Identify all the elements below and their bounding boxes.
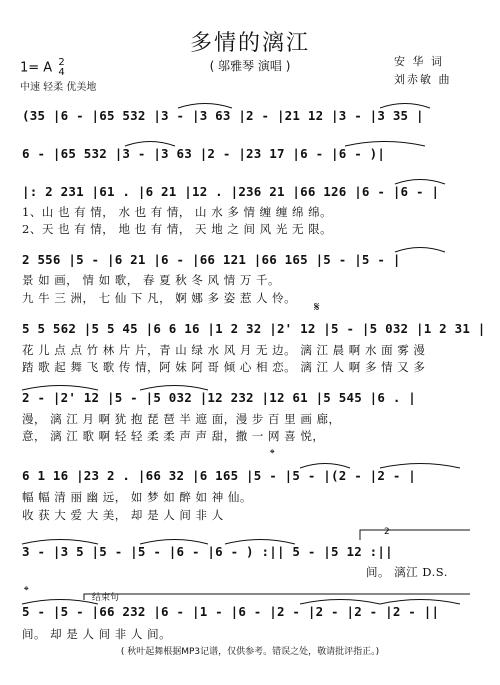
lyric-verse2-line3: 踏 歌 起 舞 飞 歌 传 情，阿 妹 阿 哥 倾 心 相 恋。 漓 江 人 啊 多 情 又 多 [22, 360, 426, 374]
tie-arc [22, 600, 98, 605]
notation-row-5: 5 5 562 |5 5 45 |6 6 16 |1 2 32 |2' 12 |5 - |5 032 |1 2 31 | [22, 321, 486, 336]
tie-arc [140, 540, 208, 545]
lyric-verse2-line4: 意， 漓 江 歌 啊 轻 轻 柔 柔 声 声 甜，撒 一 网 喜 悦， [22, 429, 325, 443]
tie-arc [380, 600, 460, 605]
tie-arc [345, 142, 425, 147]
coda-bracket [84, 594, 470, 600]
tie-arc [300, 464, 350, 469]
lyric-verse2-line1: 2、天 也 有 情， 地 也 有 情， 天 地 之 间 风 光 无 限。 [22, 222, 333, 236]
tie-arc [380, 464, 460, 469]
coda-sign-1: 𝄌 [270, 447, 275, 462]
notation-row-4: 2 556 |5 - |6 21 |6 - |66 121 |66 165 |5 - |5 - | [22, 252, 401, 267]
segno-sign: 𝄋 [314, 300, 320, 315]
lyric-verse1-line2: 景 如 画， 情 如 歌， 春 夏 秋 冬 风 情 万 千。 [22, 273, 281, 287]
tempo-marking: 中速 轻柔 优美地 [20, 82, 97, 93]
lyric-verse1-line1: 1、山 也 有 情， 水 也 有 情， 山 水 多 情 缠 缠 绵 绵。 [22, 205, 333, 219]
tie-arc [140, 386, 208, 391]
tie-arc [380, 104, 430, 109]
lyricist-credit: 安 华 词 [394, 55, 444, 68]
lyric-verse1-line3: 花 儿 点 点 竹 林 片 片，青 山 绿 水 风 月 无 边。 漓 江 晨 啊 水 面 雾 漫 [22, 343, 426, 357]
tie-arc [225, 540, 295, 545]
lyric-row-8: 间。 漓江 D.S. [366, 565, 448, 579]
notation-row-1: (35 |6 - |65 532 |3 - |3 63 |2 - |21 12 |3 - |3 35 | [22, 108, 424, 123]
lyric-verse1-line4: 漫， 漓 江 月 啊 犹 抱 琵 琶 半 遮 面，漫 步 百 里 画 廊， [22, 412, 341, 426]
notation-row-2: 6 - |65 532 |3 - |3 63 |2 - |23 17 |6 - |6 - )| [22, 146, 386, 161]
tie-arc [22, 386, 98, 391]
lyric-verse2-line2: 九 牛 三 洲， 七 仙 下 凡， 婀 娜 多 姿 惹 人 怜。 [22, 291, 297, 305]
page-title: 多情的漓江 [189, 31, 310, 56]
notation-row-3: |: 2 231 |61 . |6 21 |12 . |236 21 |66 126 |6 - |6 - | [22, 184, 440, 199]
tie-arc [125, 142, 175, 147]
notation-row-6: 2 - |2' 12 |5 - |5 032 |12 232 |12 61 |5 545 |6 . | [22, 390, 417, 405]
footnote: ( 秋叶起舞根据MP3记谱，仅供参考。错误之处，敬请批评指正。) [120, 647, 380, 657]
lyric-verse1-line5: 幅 幅 清 丽 幽 远， 如 梦 如 醉 如 神 仙。 [22, 490, 252, 504]
tie-arc [178, 104, 232, 109]
lyric-verse2-line5: 收 获 大 爱 大 美， 却 是 人 间 非 人 [22, 508, 224, 522]
coda-section-label: 结束句 [92, 593, 120, 603]
performer-subtitle: ( 邬雅琴 演唱 ) [209, 59, 291, 73]
lyric-row-9: 间。 却 是 人 间 非 人 间。 [22, 627, 172, 641]
composer-credit: 刘赤敏 曲 [394, 73, 452, 86]
tie-arc [395, 248, 445, 253]
tie-arc [22, 540, 98, 545]
key-label: 1= A [20, 60, 53, 76]
time-numerator: 2 [58, 57, 65, 68]
notation-row-7: 6 1 16 |23 2 . |66 32 |6 165 |5 - |5 - |(2 - |2 - | [22, 468, 417, 483]
coda-sign-2: 𝄌 [24, 584, 29, 599]
notation-row-8: 3 - |3 5 |5 - |5 - |6 - |6 - ) :|| 5 - |5 12 :|| [22, 544, 393, 559]
notation-row-9: 5 - |5 - |66 232 |6 - |1 - |6 - |2 - |2 - |2 - |2 - || [22, 604, 440, 619]
volta-bracket [360, 530, 470, 540]
volta-2-label: 2 [384, 527, 390, 537]
time-denominator: 4 [58, 67, 65, 78]
tie-arc [300, 600, 380, 605]
tie-arc [395, 180, 445, 185]
